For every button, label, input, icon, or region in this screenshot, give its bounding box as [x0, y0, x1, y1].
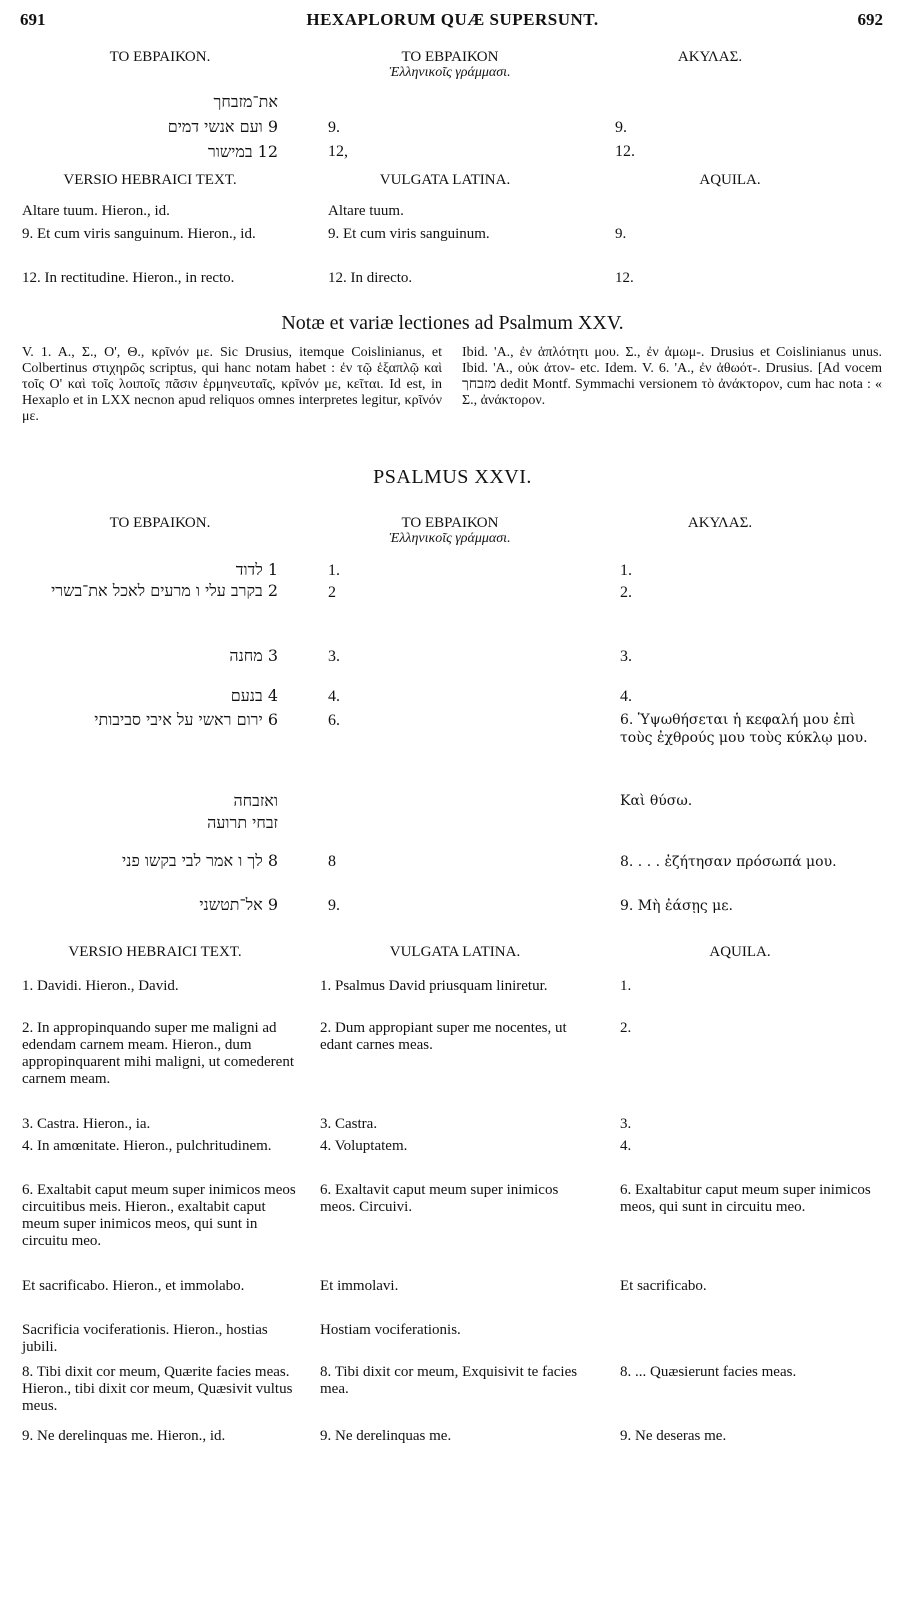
hebrew-column-header: ΤΟ ΕΒΡΑΙΚΟΝ. [109, 49, 211, 65]
greek-letters-line: 8 [328, 853, 336, 870]
hebrew-line: את־מזבחך [213, 92, 278, 111]
versio-column-header: VERSIO HEBRAICI TEXT. [63, 172, 237, 188]
vulgata-line: 12. In directo. [328, 270, 413, 286]
aquila-latin-line: 3. [620, 1116, 632, 1132]
versio-line: Altare tuum. Hieron., id. [22, 203, 170, 219]
vulgata-line: 2. Dum appropiant super me nocentes, ut edant carnes meas. [320, 1020, 567, 1053]
hebrew-column-header: ΤΟ ΕΒΡΑΙΚΟΝ. [109, 515, 211, 531]
aquila-line: 2. [620, 584, 632, 601]
versio-line: 12. In rectitudine. Hieron., in recto. [22, 270, 235, 286]
running-title: HEXAPLORUM QUÆ SUPERSUNT. [306, 10, 599, 29]
greek-letters-column-header [335, 515, 565, 547]
vulgata-line: Et immolavi. [320, 1278, 399, 1294]
aquila-latin-column-header: AQUILA. [709, 944, 771, 960]
aquila-line: 6. Ὑψωθήσεται ἡ κεφαλή μου ἐπὶ τοὺς ἐχθρούς μου τοὺς κύκλῳ μου. [620, 712, 868, 746]
hebrew-line: זבחי תרועה [207, 813, 278, 832]
versio-line: 9. Et cum viris sanguinum. Hieron., id. [22, 226, 256, 242]
versio-line: 9. Ne derelinquas me. Hieron., id. [22, 1428, 226, 1444]
versio-line: 2. In appropinquando super me maligni ad edendam carnem meam. Hieron., dum appropinquarent mihi maligni, ut comederent carnem meam. [22, 1020, 295, 1087]
notes-left-column: V. 1. A., Σ., O', Θ., κρῖνόν με. Sic Drusius, itemque Coislinianus, et Colbertinus στιχηρῶς scriptus, qui hanc notam habet : ἐν τῷ ἑξαπλῷ καὶ τοῖς Ο' καὶ τοῖς λοιποῖς πᾶσιν ἑρμηνευταῖς, κρῖνόν με, κεῖται. Id est, in Hexaplo et in LXX necnon apud reliquos omnes interpretes legitur, κρῖνόν με. [22, 345, 442, 424]
greek-letters-header-title: ΤΟ ΕΒΡΑΙΚΟΝ [401, 515, 499, 531]
vulgata-line: 1. Psalmus David priusquam liniretur. [320, 978, 548, 994]
vulgata-line: 8. Tibi dixit cor meum, Exquisivit te facies mea. [320, 1364, 578, 1397]
aquila-column-header: ΑΚΥΛΑΣ. [677, 49, 743, 65]
vulgata-line: Hostiam vociferationis. [320, 1322, 461, 1338]
aquila-line: 3. [620, 648, 632, 665]
greek-letters-header-title: ΤΟ ΕΒΡΑΙΚΟΝ [401, 49, 499, 65]
versio-line: 6. Exaltabit caput meum super inimicos meos circuitibus meis. Hieron., exaltabit caput meum super inimicos meos, qui sunt in circuitu meo. [22, 1182, 296, 1249]
versio-line: 1. Davidi. Hieron., David. [22, 978, 179, 994]
running-head [0, 10, 905, 34]
vulgata-line: 3. Castra. [320, 1116, 378, 1132]
vulgata-line: 9. Ne derelinquas me. [320, 1428, 452, 1444]
vulgata-line: 6. Exaltavit caput meum super inimicos meos. Circuivi. [320, 1182, 559, 1215]
aquila-latin-line: 9. [615, 226, 627, 242]
hebrew-line: 3 מחנה [229, 646, 278, 665]
psalm-title: PSALMUS XXVI. [373, 466, 532, 488]
aquila-latin-column-header: AQUILA. [699, 172, 761, 188]
aquila-latin-line: 1. [620, 978, 632, 994]
hebrew-line: 8 לך ו אמר לבי בקשו פני [122, 851, 278, 870]
versio-line: 4. In amœnitate. Hieron., pulchritudinem. [22, 1138, 272, 1154]
versio-line: 3. Castra. Hieron., ia. [22, 1116, 151, 1132]
notes-heading: Notæ et variæ lectiones ad Psalmum XXV. [281, 312, 624, 334]
hebrew-line: 4 בנעם [230, 686, 278, 705]
versio-line: Sacrificia vociferationis. Hieron., hostias jubili. [22, 1322, 268, 1355]
aquila-latin-line: 8. ... Quæsierunt facies meas. [620, 1364, 797, 1380]
hebrew-line: 6 ירום ראשי על איבי סביבותי [94, 710, 278, 729]
vulgata-line: Altare tuum. [328, 203, 404, 219]
greek-letters-line: 1. [328, 562, 340, 579]
aquila-latin-line: 6. Exaltabitur caput meum super inimicos meos, qui sunt in circuitu meo. [620, 1182, 871, 1215]
hebrew-line: 9 ועם אנשי דמים [167, 117, 278, 136]
greek-letters-line: 4. [328, 688, 340, 705]
greek-letters-line: 9. [328, 119, 340, 136]
hebrew-line: ואזבחה [233, 791, 278, 810]
aquila-line: 12. [615, 143, 635, 160]
aquila-latin-line: 9. Ne deseras me. [620, 1428, 727, 1444]
aquila-line: 1. [620, 562, 632, 579]
right-page-number: 692 [857, 10, 883, 29]
versio-column-header: VERSIO HEBRAICI TEXT. [68, 944, 242, 960]
hebrew-line: 2 בקרב עלי ו מרעים לאכל את־בשרי [51, 581, 278, 600]
versio-line: 8. Tibi dixit cor meum, Quærite facies meas. Hieron., tibi dixit cor meum, Quæsivit vultus meus. [22, 1364, 293, 1414]
hebrew-line: 1 לדוד [235, 560, 278, 579]
greek-letters-line: 3. [328, 648, 340, 665]
aquila-latin-line: 4. [620, 1138, 632, 1154]
aquila-line: 8. . . . ἐζήτησαν πρόσωπά μου. [620, 854, 837, 870]
aquila-line: 9. [615, 119, 627, 136]
vulgata-line: 9. Et cum viris sanguinum. [328, 226, 490, 242]
greek-letters-line: 2 [328, 584, 336, 601]
versio-line: Et sacrificabo. Hieron., et immolabo. [22, 1278, 245, 1294]
greek-letters-header-sub: Ἑλληνικοῖς γράμμασι. [389, 531, 511, 546]
aquila-line: Καὶ θύσω. [620, 793, 693, 809]
aquila-latin-line: 2. [620, 1020, 632, 1036]
aquila-latin-line: 12. [615, 270, 634, 286]
aquila-latin-line: Et sacrificabo. [620, 1278, 707, 1294]
vulgata-column-header: VULGATA LATINA. [379, 172, 511, 188]
aquila-column-header: ΑΚΥΛΑΣ. [687, 515, 753, 531]
vulgata-line: 4. Voluptatem. [320, 1138, 408, 1154]
hebrew-line: 9 אל־תטשני [199, 895, 278, 914]
hebrew-line: 12 במישור [207, 142, 278, 161]
left-page-number: 691 [20, 10, 46, 29]
aquila-line: 9. Μὴ ἐάσῃς με. [620, 898, 733, 914]
greek-letters-column-header [335, 49, 565, 81]
aquila-line: 4. [620, 688, 632, 705]
vulgata-column-header: VULGATA LATINA. [389, 944, 521, 960]
notes-right-column: Ibid. 'A., ἐν ἁπλότητι μου. Σ., ἐν ἀμωμ-. Drusius et Coislinianus unus. Ibid. 'A., οὐκ ἀτον- etc. Idem. V. 6. 'A., ἐν ἀθωότ-. Drusius. [Ad vocem מזבחך dedit Montf. Symmachi versionem τὸ ἀνάκτορον, cum hac nota : « Σ., ἀνάκτορον. [462, 345, 882, 408]
greek-letters-header-sub: Ἑλληνικοῖς γράμμασι. [389, 65, 511, 80]
greek-letters-line: 9. [328, 897, 340, 914]
greek-letters-line: 12, [328, 143, 348, 160]
greek-letters-line: 6. [328, 712, 340, 729]
